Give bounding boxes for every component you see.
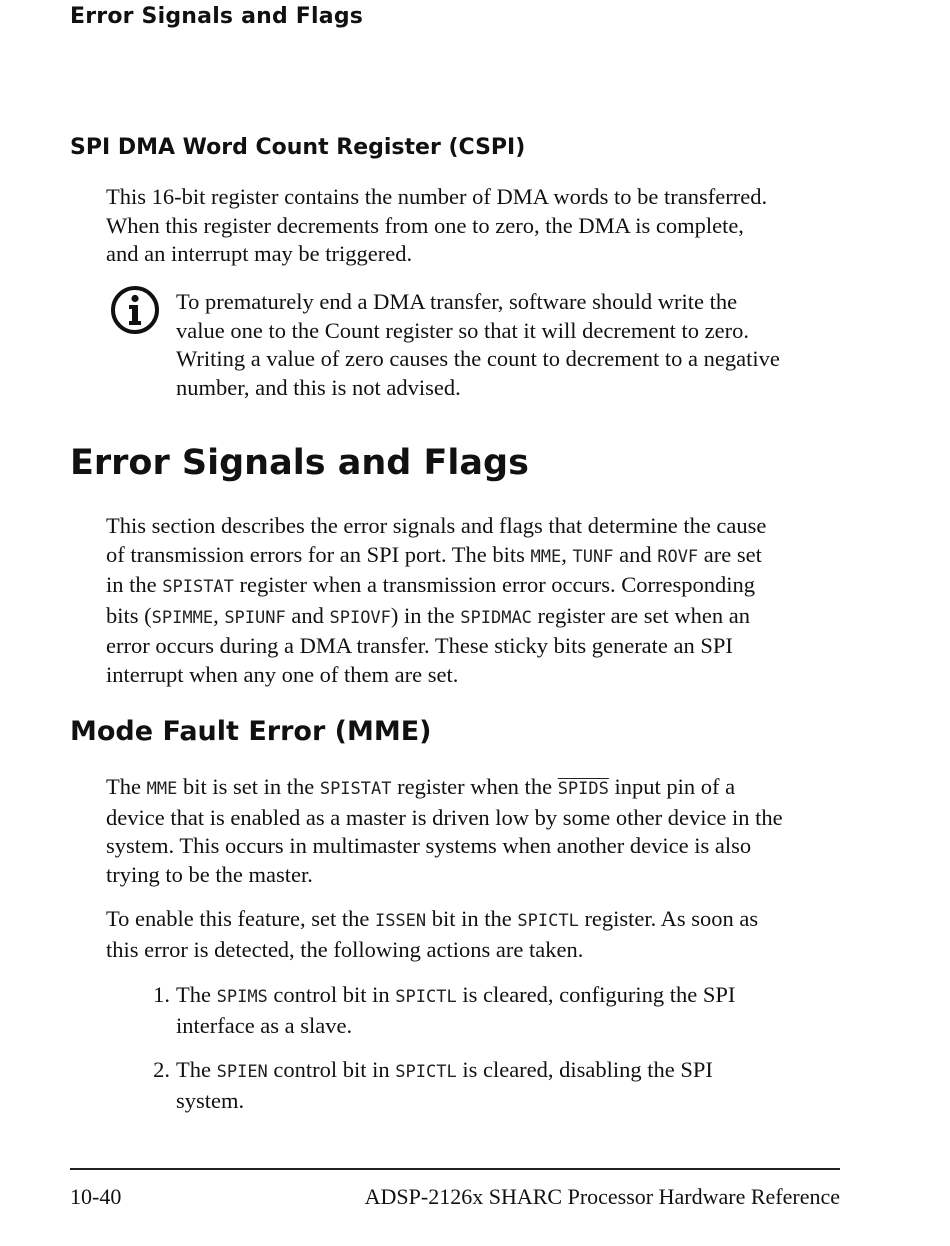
paragraph-line: This section describes the error signals and flags that determine the cause: [106, 513, 767, 538]
paragraph-line: this error is detected, the following actions are taken.: [106, 936, 584, 962]
mode-fault-heading: Mode Fault Error (MME): [70, 716, 432, 747]
note-text: [176, 288, 780, 402]
register-name-code: SPICTL: [395, 987, 457, 1007]
register-bit-code: SPIEN: [216, 1062, 268, 1082]
paragraph-line: trying to be the master.: [106, 861, 313, 887]
book-title: ADSP-2126x SHARC Processor Hardware Reference: [364, 1184, 840, 1209]
register-bit-code: SPIOVF: [329, 607, 391, 628]
list-body: The SPIMS control bit in SPICTL is cleared, configuring the SPI interface as a slave.: [176, 982, 736, 1038]
paragraph-line: To enable this feature, set the ISSEN bit in the SPICTL register. As soon as: [106, 906, 759, 931]
paragraph-line: bits (SPIMME, SPIUNF and SPIOVF) in the SPIDMAC register are set when an: [106, 602, 750, 628]
register-bit-code: SPIUNF: [224, 607, 286, 628]
list-body: The SPIEN control bit in SPICTL is cleared, disabling the SPI system.: [176, 1057, 713, 1113]
register-name-code: SPICTL: [517, 911, 579, 931]
error-signals-heading: Error Signals and Flags: [70, 443, 529, 483]
register-bit-code: SPIMME: [151, 607, 214, 628]
list-number: 1.: [153, 982, 170, 1007]
register-bit-code: TUNF: [572, 546, 614, 567]
page-number: 10-40: [70, 1184, 122, 1209]
cspi-paragraph-line: and an interrupt may be triggered.: [106, 241, 413, 267]
register-name-code: SPISTAT: [319, 779, 392, 799]
running-header: Error Signals and Flags: [70, 4, 364, 29]
list-number: 2.: [153, 1057, 170, 1082]
paragraph-line: interrupt when any one of them are set.: [106, 661, 459, 687]
note-line: value one to the Count register so that it will decrement to zero.: [176, 317, 749, 343]
register-name-code: SPICTL: [395, 1062, 457, 1082]
register-name-code: SPISTAT: [162, 577, 234, 598]
cspi-paragraph: [106, 183, 846, 269]
paragraph-line: system. This occurs in multimaster systems when another device is also: [106, 833, 752, 859]
paragraph-line: The MME bit is set in the SPISTAT register when the SPIDS input pin of a: [106, 774, 736, 799]
register-bit-code: MME: [146, 779, 178, 799]
footer-rule: [70, 1168, 840, 1170]
paragraph-line: error occurs during a DMA transfer. These sticky bits generate an SPI: [106, 633, 733, 659]
mode-fault-paragraph-1: [106, 773, 846, 889]
error-signals-paragraph: [106, 512, 846, 690]
paragraph-line: of transmission errors for an SPI port. The bits MME, TUNF and ROVF are set: [106, 541, 762, 567]
pin-name-code: SPIDS: [557, 779, 609, 799]
cspi-paragraph-line: When this register decrements from one to zero, the DMA is complete,: [106, 212, 744, 238]
info-icon: [110, 285, 160, 335]
note-line: number, and this is not advised.: [176, 374, 461, 400]
cspi-paragraph-line: This 16-bit register contains the number of DMA words to be transferred.: [106, 184, 768, 209]
note-line: Writing a value of zero causes the count to decrement to a negative: [176, 346, 780, 372]
paragraph-line: in the SPISTAT register when a transmission error occurs. Corresponding: [106, 572, 756, 598]
register-name-code: SPIDMAC: [460, 607, 532, 628]
register-bit-code: SPIMS: [216, 987, 268, 1007]
register-bit-code: ROVF: [657, 546, 699, 567]
register-bit-code: MME: [530, 546, 562, 567]
register-bit-code: ISSEN: [374, 911, 427, 931]
cspi-heading: SPI DMA Word Count Register (CSPI): [70, 135, 526, 160]
paragraph-line: device that is enabled as a master is driven low by some other device in the: [106, 804, 783, 830]
mode-fault-paragraph-2: [106, 905, 846, 964]
note-line: To prematurely end a DMA transfer, software should write the: [176, 289, 738, 314]
